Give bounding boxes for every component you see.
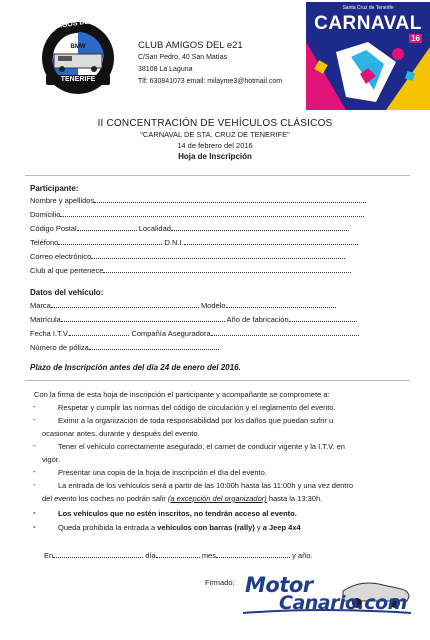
field-marca[interactable]: Marca Modelo: [30, 301, 336, 310]
compromiso-item-4: Presentar una copia de la hoja de inscripción el día del evento.: [58, 468, 267, 477]
compromiso-item-5b: del evento los coches no podrán salir (a excepción del organizador) hasta la 13:30h.: [42, 494, 323, 503]
event-subtitle: "CARNAVAL DE STA. CRUZ DE TENERIFE": [140, 130, 290, 139]
poster-title: CARNAVAL: [314, 13, 422, 34]
field-nombre[interactable]: Nombre y apellidos: [30, 196, 366, 205]
bullet-dash: -: [33, 508, 36, 517]
logo-center-text: BMW: [70, 44, 86, 50]
club-logo: [40, 16, 116, 96]
bullet-dash: -: [33, 467, 36, 476]
event-title: II CONCENTRACIÓN DE VEHÍCULOS CLÁSICOS: [97, 118, 333, 129]
field-fecha-lugar[interactable]: En día mes y año.: [44, 551, 313, 560]
carnival-poster: [306, 2, 430, 110]
phone-email: Tlf: 630841073 email: milayme3@hotmail.com: [138, 78, 283, 85]
compromiso-item-2b: ocasionar antes, durante y después del evento.: [42, 429, 200, 438]
bullet-dash: -: [33, 522, 36, 531]
divider-top: [25, 175, 410, 176]
poster-year: 16: [411, 34, 420, 43]
field-telefono[interactable]: Teléfono D.N.I.: [30, 238, 358, 247]
field-correo[interactable]: Correo electrónico: [30, 252, 345, 261]
event-date: 14 de febrero del 2016: [177, 141, 253, 150]
address-line1: C/San Pedro, 40 San Matías: [138, 54, 228, 61]
compromiso-item-2a: Eximir a la organización de toda responsabilidad por los daños que puedan sufrir u: [58, 416, 334, 425]
divider-mid: [25, 380, 410, 381]
vehiculo-heading: Datos del vehículo:: [30, 288, 104, 297]
motor-canario-logo: [243, 573, 413, 618]
field-club[interactable]: Club al que pertenece: [30, 266, 351, 275]
motor-canario-line2: Canario.com: [279, 592, 407, 614]
bullet-dash: -: [33, 402, 36, 411]
motor-canario-line1: Motor: [245, 573, 313, 597]
compromiso-item-5a: La entrada de los vehículos será a partir de las 10:00h hasta las 11:00h y una vez dentro: [58, 481, 354, 490]
compromiso-item-3b: vigor.: [42, 455, 60, 464]
compromiso-item-6: Los vehículos que no estén inscritos, no tendrán acceso al evento.: [58, 509, 297, 518]
logo-banner-text: TENERIFE: [60, 76, 96, 83]
field-poliza[interactable]: Número de póliza: [30, 343, 219, 352]
bullet-dash: -: [33, 415, 36, 424]
address-line2: 38108 La Laguna: [138, 66, 193, 73]
firmado-label: Firmado:: [205, 578, 235, 587]
title-block: [0, 118, 430, 162]
field-codigo-postal[interactable]: Código Postal Localidad: [30, 224, 349, 233]
poster-top-text: Santa Cruz de Tenerife: [342, 5, 394, 11]
plazo-inscripcion: Plazo de Inscripción antes del día 24 de enero del 2016.: [30, 363, 241, 372]
bullet-dash: -: [33, 480, 36, 489]
form-title: Hoja de Inscripción: [178, 152, 252, 161]
club-contact-block: [138, 40, 282, 88]
compromiso-intro: Con la firma de esta hoja de inscripción el participante y acompañante se compromete a:: [34, 390, 330, 399]
participante-heading: Participante:: [30, 184, 79, 193]
field-matricula[interactable]: Matrícula Año de fabricación: [30, 315, 357, 324]
compromiso-item-1: Respetar y cumplir las normas del código de circulación y el reglamento del evento.: [58, 403, 336, 412]
club-name: CLUB AMIGOS DEL e21: [138, 40, 243, 51]
logo-arc-text: AMIGOS DEL e21: [48, 16, 108, 31]
compromiso-item-7: Queda prohibida la entrada a vehículos con barras (rally) y a Jeep 4x4: [58, 523, 301, 532]
field-domicilio[interactable]: Domicilio: [30, 210, 364, 219]
compromiso-item-3a: Tener el vehículo correctamente asegurado, el carnet de conducir vigente y la I.T.V. en: [58, 442, 345, 451]
field-fecha-itv[interactable]: Fecha I.T.V. Compañía Aseguradora: [30, 329, 359, 338]
bullet-dash: -: [33, 441, 36, 450]
